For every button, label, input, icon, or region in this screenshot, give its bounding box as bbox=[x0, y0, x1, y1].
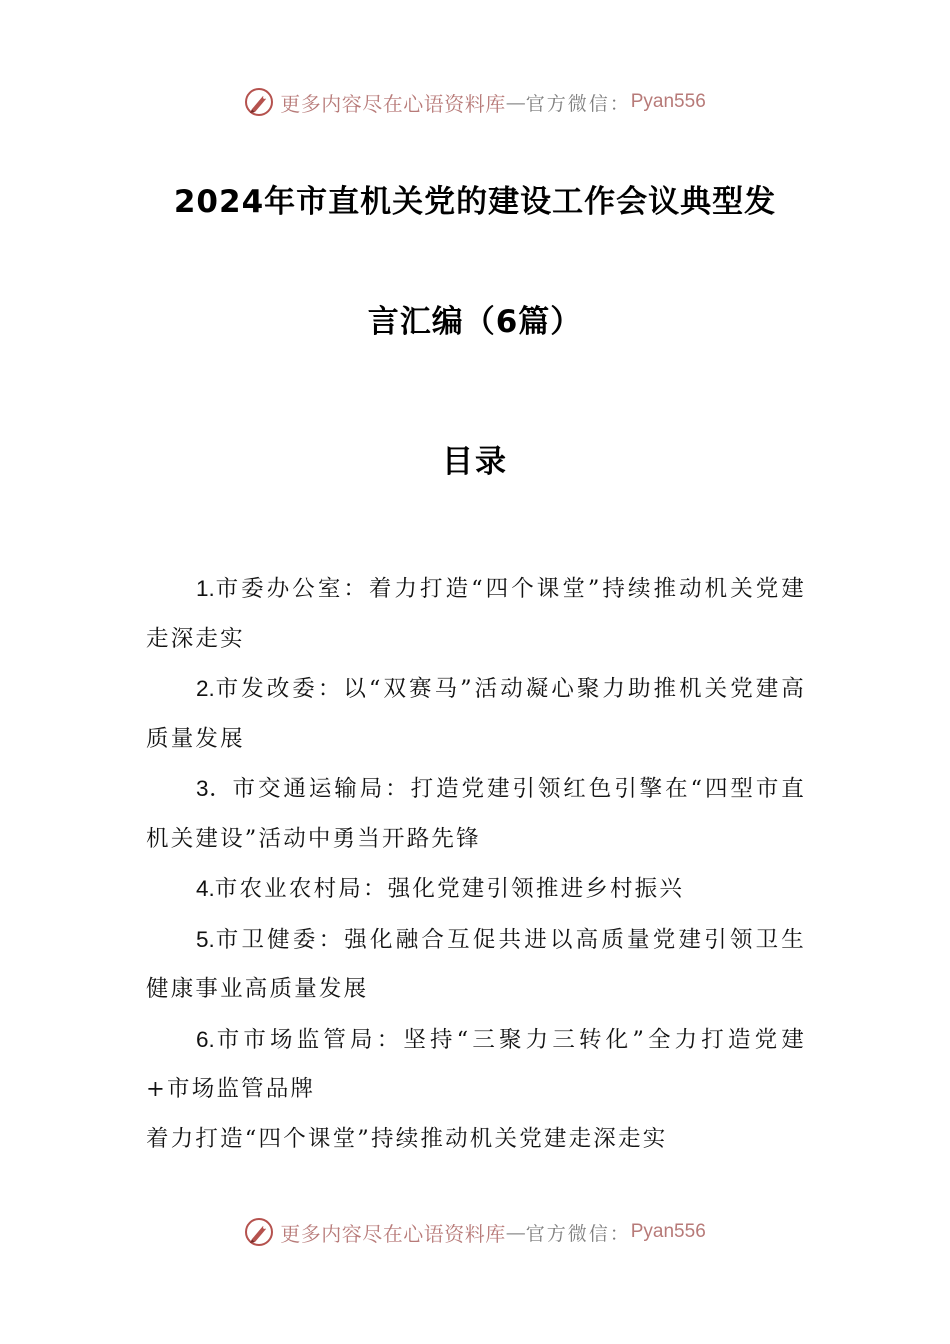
toc-item bbox=[146, 864, 806, 915]
toc-item-number: 5. bbox=[196, 926, 215, 952]
toc-item bbox=[146, 915, 806, 1015]
watermark-brand-text: 更多内容尽在心语资料库 bbox=[280, 1221, 506, 1246]
toc-item-number: 2. bbox=[196, 676, 215, 701]
footer-watermark bbox=[0, 1212, 950, 1252]
document-title-line-2: 言汇编（6篇） bbox=[367, 304, 583, 340]
toc-item-text: 市交通运输局：打造党建引领红色引擎在“四型市直机关建设”活动中勇当开路先锋 bbox=[146, 776, 807, 852]
header-watermark bbox=[0, 82, 950, 122]
toc-item-text: 市市场监管局：坚持“三聚力三转化”全力打造党建+市场监管品牌 bbox=[146, 1026, 806, 1102]
watermark-brand-text: 更多内容尽在心语资料库 bbox=[280, 91, 506, 116]
toc-item-text: 市委办公室：着力打造“四个课堂”持续推动机关党建走深走实 bbox=[146, 576, 806, 652]
watermark-account-id: Pyan556 bbox=[630, 91, 706, 112]
body-section-heading: 着力打造“四个课堂”持续推动机关党建走深走实 bbox=[146, 1125, 668, 1152]
toc-item-number: 3． bbox=[196, 776, 233, 801]
toc-item bbox=[146, 564, 806, 664]
toc-heading: 目录 bbox=[442, 444, 508, 480]
toc-item-number: 6. bbox=[196, 1026, 215, 1052]
watermark-account-id: Pyan556 bbox=[630, 1221, 706, 1242]
watermark-official-label: 官方微信： bbox=[525, 1222, 631, 1245]
toc-item bbox=[146, 664, 806, 764]
toc-item-text: 市发改委：以“双赛马”活动凝心聚力助推机关党建高质量发展 bbox=[146, 676, 806, 752]
watermark-separator: — bbox=[505, 90, 526, 114]
toc-item-number: 4. bbox=[196, 876, 215, 901]
pen-nib-logo-icon bbox=[244, 87, 274, 117]
watermark-official-label: 官方微信： bbox=[525, 92, 631, 115]
watermark-separator: — bbox=[505, 1220, 526, 1244]
document-title-line-1: 2024年市直机关党的建设工作会议典型发 bbox=[173, 184, 777, 220]
toc-item bbox=[146, 1015, 806, 1115]
pen-nib-logo-icon bbox=[244, 1217, 274, 1247]
toc-item bbox=[146, 764, 806, 864]
toc-item-number: 1. bbox=[196, 576, 215, 601]
table-of-contents bbox=[146, 564, 806, 1164]
toc-item-text: 市卫健委：强化融合互促共进以高质量党建引领卫生健康事业高质量发展 bbox=[146, 926, 806, 1002]
toc-item-text: 市农业农村局：强化党建引领推进乡村振兴 bbox=[214, 876, 685, 902]
